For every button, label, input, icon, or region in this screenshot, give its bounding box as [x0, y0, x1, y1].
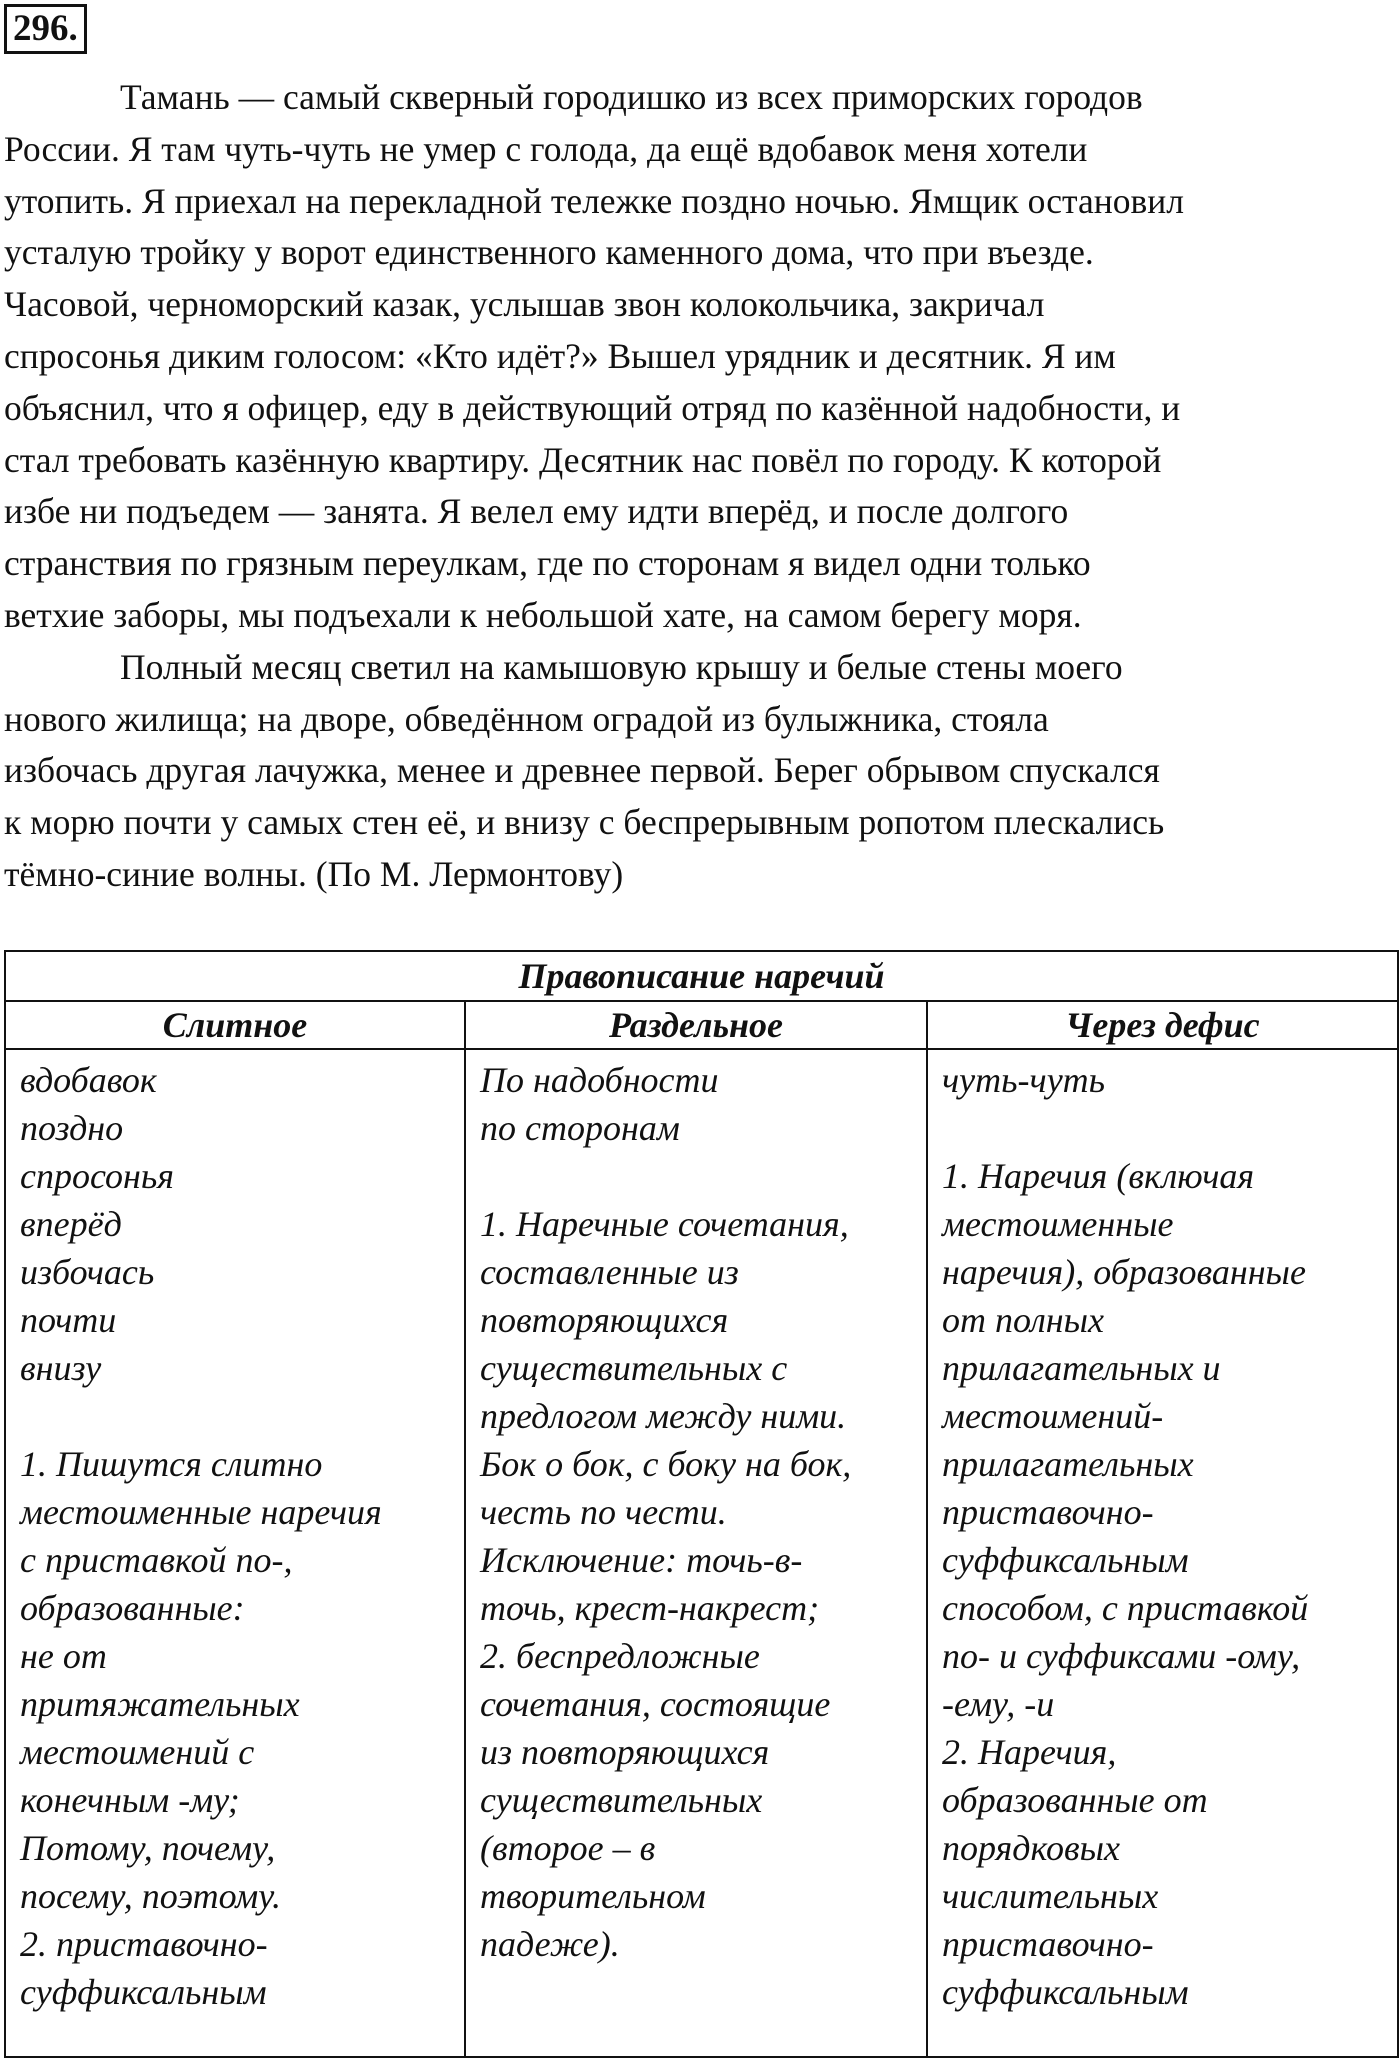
- text-line: усталую тройку у ворот единственного каменного дома, что при въезде.: [4, 232, 1094, 273]
- table-cell-line: предлогом между ними.: [480, 1396, 847, 1436]
- table-cell-line: приставочно-: [942, 1924, 1154, 1964]
- table-cell-line: существительных: [480, 1780, 763, 1820]
- table-caption: Правописание наречий: [5, 951, 1398, 1001]
- table-cell-line: суффиксальным: [20, 1972, 267, 2012]
- table-cell-line: способом, с приставкой: [942, 1588, 1309, 1628]
- text-line: России. Я там чуть-чуть не умер с голода, да ещё вдобавок меня хотели: [4, 128, 1088, 169]
- table-cell-line: по сторонам: [480, 1108, 680, 1148]
- table-cell-line: посему, поэтому.: [20, 1876, 281, 1916]
- table-cell-line: 2. приставочно-: [20, 1924, 268, 1964]
- table-cell-line: 2. Наречия,: [942, 1732, 1117, 1772]
- table-cell-line: 1. Наречные сочетания,: [480, 1204, 849, 1244]
- table-cell-line: существительных с: [480, 1348, 788, 1388]
- table-cell-line: порядковых: [942, 1828, 1120, 1868]
- table-cell-line: прилагательных и: [942, 1348, 1221, 1388]
- table-cell-line: притяжательных: [20, 1684, 300, 1724]
- table-cell-line: 1. Пишутся слитно: [20, 1444, 323, 1484]
- table-cell-line: [480, 1152, 918, 1200]
- text-line: спросонья диким голосом: «Кто идёт?» Вышел урядник и десятник. Я им: [4, 335, 1116, 376]
- table-cell-line: составленные из: [480, 1252, 739, 1292]
- text-line: объяснил, что я офицер, еду в действующий отряд по казённой надобности, и: [4, 387, 1181, 428]
- table-cell-line: образованные:: [20, 1588, 245, 1628]
- text-line: Тамань — самый скверный городишко из всех приморских городов: [120, 77, 1143, 117]
- exercise-text: [4, 72, 1396, 901]
- table-cell-line: почти: [20, 1300, 117, 1340]
- table-cell-line: вперёд: [20, 1204, 122, 1244]
- table-cell-line: внизу: [20, 1348, 102, 1388]
- text-line: избочась другая лачужка, менее и древнее первой. Берег обрывом спускался: [4, 750, 1160, 791]
- table-cell-line: суффиксальным: [942, 1540, 1189, 1580]
- table-cell-line: честь по чести.: [480, 1492, 727, 1532]
- table-cell-line: поздно: [20, 1108, 124, 1148]
- table-cell-line: [942, 1104, 1389, 1152]
- table-cell-line: не от: [20, 1636, 107, 1676]
- column-separate: [465, 1049, 927, 2057]
- table-cell-line: 2. беспредложные: [480, 1636, 760, 1676]
- table-cell-line: избочась: [20, 1252, 155, 1292]
- text-line: тёмно-синие волны. (По М. Лермонтову): [4, 853, 624, 894]
- table-cell-line: падеже).: [480, 1924, 620, 1964]
- table-cell-line: (второе – в: [480, 1828, 656, 1868]
- table-cell-line: местоимений с: [20, 1732, 255, 1772]
- text-line: утопить. Я приехал на перекладной тележке поздно ночью. Ямщик остановил: [4, 180, 1184, 221]
- table-cell-line: суффиксальным: [942, 1972, 1189, 2012]
- table-cell-line: точь, крест-накрест;: [480, 1588, 820, 1628]
- table-cell-line: с приставкой по-,: [20, 1540, 293, 1580]
- table-cell-line: -ему, -и: [942, 1684, 1055, 1724]
- table-cell-line: Потому, почему,: [20, 1828, 276, 1868]
- text-line: Часовой, черноморский казак, услышав звон колокольчика, закричал: [4, 284, 1045, 325]
- column-header-separate: Раздельное: [465, 1001, 927, 1049]
- table-cell-line: числительных: [942, 1876, 1159, 1916]
- table-cell-line: местоимений-: [942, 1396, 1164, 1436]
- table-cell-line: повторяющихся: [480, 1300, 729, 1340]
- column-merged: [5, 1049, 465, 2057]
- text-line: Полный месяц светил на камышовую крышу и белые стены моего: [120, 646, 1123, 687]
- table-cell-line: Исключение: точь-в-: [480, 1540, 803, 1580]
- table-cell-line: местоименные наречия: [20, 1492, 382, 1532]
- column-hyphenated: [927, 1049, 1398, 2057]
- table-cell-line: из повторяющихся: [480, 1732, 770, 1772]
- text-line: стал требовать казённую квартиру. Десятник нас повёл по городу. К которой: [4, 439, 1162, 480]
- table-cell-line: творительном: [480, 1876, 706, 1916]
- table-cell-line: [20, 1392, 456, 1440]
- table-cell-line: 1. Наречия (включая: [942, 1156, 1255, 1196]
- table-cell-line: по- и суффиксами -ому,: [942, 1636, 1301, 1676]
- exercise-number: 296.: [4, 4, 87, 54]
- table-cell-line: местоименные: [942, 1204, 1174, 1244]
- table-cell-line: наречия), образованные: [942, 1252, 1306, 1292]
- table-cell-line: от полных: [942, 1300, 1105, 1340]
- adverbs-table: [4, 950, 1399, 2058]
- column-header-merged: Слитное: [5, 1001, 465, 1049]
- column-header-hyphenated: Через дефис: [927, 1001, 1398, 1049]
- table-cell-line: приставочно-: [942, 1492, 1154, 1532]
- table-cell-line: Бок о бок, с боку на бок,: [480, 1444, 852, 1484]
- table-cell-line: По надобности: [480, 1060, 719, 1100]
- text-line: ветхие заборы, мы подъехали к небольшой хате, на самом берегу моря.: [4, 594, 1082, 635]
- text-line: нового жилища; на дворе, обведённом оградой из булыжника, стояла: [4, 698, 1049, 739]
- text-line: избе ни подъедем — занята. Я велел ему идти вперёд, и после долгого: [4, 491, 1069, 532]
- table-cell-line: конечным -му;: [20, 1780, 240, 1820]
- table-cell-line: прилагательных: [942, 1444, 1194, 1484]
- text-line: странствия по грязным переулкам, где по сторонам я видел одни только: [4, 543, 1091, 584]
- table-cell-line: сочетания, состоящие: [480, 1684, 831, 1724]
- table-cell-line: чуть-чуть: [942, 1060, 1106, 1100]
- table-cell-line: образованные от: [942, 1780, 1208, 1820]
- table-cell-line: спросонья: [20, 1156, 175, 1196]
- table-cell-line: вдобавок: [20, 1060, 157, 1100]
- text-line: к морю почти у самых стен её, и внизу с беспрерывным ропотом плескались: [4, 802, 1165, 843]
